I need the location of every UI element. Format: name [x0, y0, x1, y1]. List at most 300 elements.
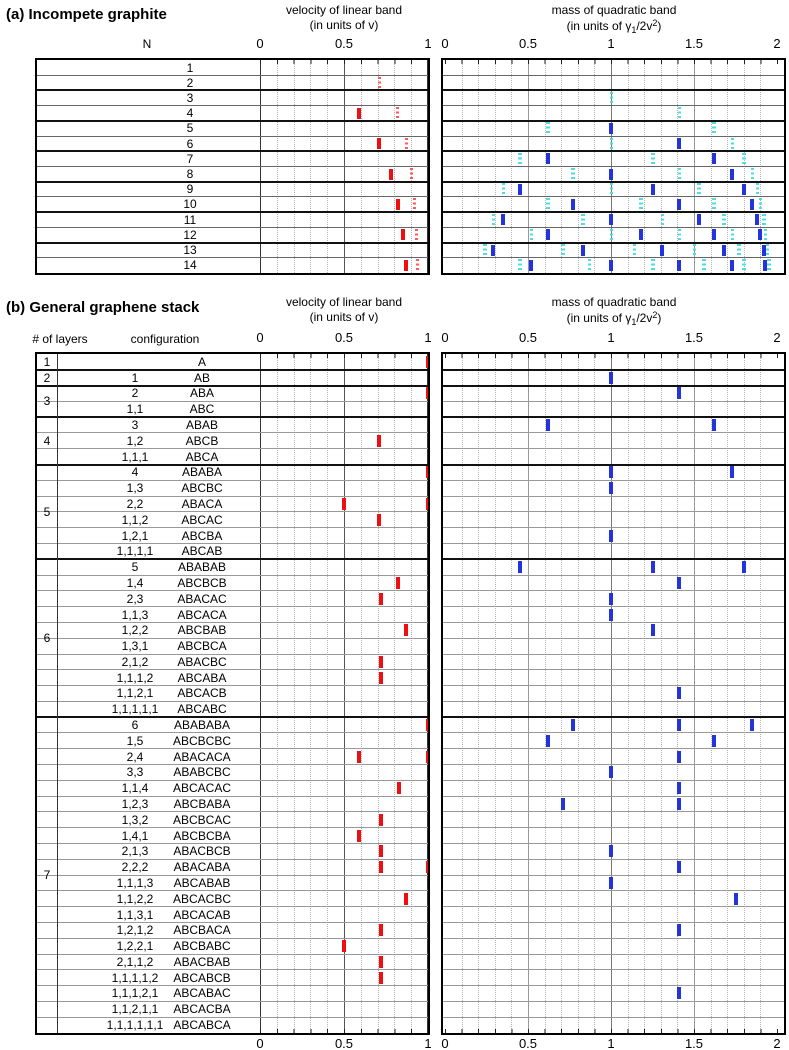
configuration-label: ABCABCB: [173, 970, 231, 985]
mass-mark-dashed: [633, 244, 637, 256]
configuration-label: ABABA: [181, 465, 223, 480]
row-separator: [443, 136, 784, 137]
configuration-label: ABCACBC: [172, 891, 231, 906]
mass-mark-dashed: [731, 229, 735, 241]
velocity-mark: [426, 719, 430, 731]
row-separator: [443, 543, 784, 544]
partition-label: 1,4: [126, 575, 144, 590]
row-separator: [443, 464, 784, 466]
configuration-label: AB: [193, 370, 210, 385]
row-separator: [443, 859, 784, 860]
axis-tick-label: 0.5: [334, 36, 354, 51]
mass-mark: [750, 719, 754, 731]
velocity-mark-dashed: [378, 77, 381, 89]
mass-mark: [697, 214, 701, 225]
partition-label: 1,1,1,3: [116, 875, 154, 890]
mass-mark: [755, 214, 759, 225]
mass-mark: [501, 214, 505, 225]
row-separator: [443, 432, 784, 433]
partition-label: 1,4,1: [121, 828, 149, 843]
mass-mark: [712, 735, 716, 747]
layers-group-label: 6: [43, 631, 51, 646]
panel-a-velocity-axis-subtitle: (in units of v): [309, 18, 379, 32]
configuration-label: ABCBCAC: [172, 812, 231, 827]
mass-mark: [758, 229, 762, 240]
partition-label: 2,4: [126, 749, 144, 764]
mass-mark: [677, 387, 681, 399]
mass-mark-dashed: [759, 198, 763, 210]
configuration-label: ABCBCB: [177, 575, 227, 590]
mass-mark-dashed: [492, 214, 496, 226]
configuration-label: ABCBAB: [177, 623, 227, 638]
partition-label: 1,2,1,2: [116, 923, 154, 938]
mass-mark-dashed: [712, 122, 716, 134]
configuration-label: ABCBC: [181, 481, 223, 496]
layers-group-label: 5: [43, 504, 51, 519]
axis-tick-label: 1: [607, 330, 615, 345]
row-separator: [443, 716, 784, 718]
row-separator: [443, 638, 784, 639]
partition-label: 1,1,1,1,2: [111, 970, 159, 985]
configuration-label: ABCABA: [177, 670, 227, 685]
mass-mark: [529, 260, 533, 271]
row-label-n: 5: [186, 121, 194, 136]
axis-tick-label: 1: [424, 330, 432, 345]
layers-group-label: 2: [43, 370, 51, 385]
configuration-label: ABACAC: [177, 591, 227, 606]
mass-mark: [677, 577, 681, 589]
partition-label: 3,3: [126, 765, 144, 780]
velocity-mark: [379, 972, 383, 984]
axis-tick-label: 0: [441, 1036, 449, 1050]
panel-b-config-header: configuration: [130, 332, 200, 346]
mass-mark: [712, 419, 716, 431]
velocity-mark: [342, 498, 346, 510]
partition-label: 1: [131, 370, 139, 385]
configuration-label: ABACBC: [177, 654, 227, 669]
minor-gridline: [744, 354, 745, 1033]
mass-mark: [609, 260, 613, 271]
mass-mark: [518, 184, 522, 195]
velocity-mark: [426, 466, 430, 478]
gamma-symbol: γ: [625, 19, 632, 33]
row-separator: [443, 369, 784, 371]
mass-mark-dashed: [502, 183, 506, 195]
mass-mark-dashed: [766, 244, 770, 256]
partition-label: 1,1,2,2: [116, 891, 154, 906]
mass-mark: [609, 766, 613, 778]
configuration-label: ABCBACA: [173, 923, 231, 938]
minor-gridline: [361, 354, 362, 1033]
partition-label: 1,2,3: [121, 797, 149, 811]
row-separator: [443, 622, 784, 623]
row-separator: [443, 257, 784, 258]
row-separator: [443, 181, 784, 183]
partition-label: 1,2,2,1: [116, 939, 154, 954]
partition-label: 1,1,2,1,1: [111, 1002, 159, 1017]
partition-label: 2: [131, 386, 139, 401]
velocity-mark-dashed: [410, 168, 413, 180]
axis-tick-strip: [445, 354, 778, 358]
mass-mark-dashed: [678, 229, 682, 241]
axis-tick-label: 0: [441, 330, 449, 345]
partition-label: 1,1: [126, 402, 144, 417]
mass-mark: [609, 877, 613, 889]
mass-mark-dashed: [651, 153, 655, 165]
velocity-mark: [426, 751, 430, 763]
configuration-label: ABACA: [181, 497, 223, 511]
configuration-label: ABABABA: [173, 718, 231, 733]
mass-mark-dashed: [702, 259, 706, 271]
row-separator: [443, 166, 784, 167]
configuration-label: ABACBCB: [173, 844, 231, 859]
panel-b-velocity-axis-title: velocity of linear band: [285, 295, 403, 309]
mass-mark-dashed: [661, 214, 665, 226]
gridline-v05: [344, 354, 345, 1033]
row-separator: [443, 780, 784, 781]
layers-group-label: 7: [43, 868, 51, 883]
minor-gridline: [310, 354, 311, 1033]
row-separator: [443, 811, 784, 812]
panel-b-velocity-axis-subtitle: (in units of v): [309, 310, 379, 324]
partition-label: 1,3,1: [121, 639, 149, 654]
mass-mark: [609, 214, 613, 225]
configuration-label: ABACACA: [173, 749, 231, 764]
mass-mark-dashed: [530, 229, 534, 241]
mass-mark: [609, 466, 613, 478]
mass-mark: [730, 169, 734, 180]
partition-label: 1,1,1,2,1: [111, 986, 159, 1001]
panel-a-velocity-axis-title: velocity of linear band: [285, 3, 403, 17]
partition-label: 1,2,1: [121, 528, 149, 543]
layers-group-label: 3: [43, 394, 51, 409]
velocity-mark: [426, 498, 430, 510]
row-separator: [443, 496, 784, 497]
row-separator: [443, 120, 784, 122]
minor-gridline: [511, 354, 512, 1033]
row-separator: [443, 527, 784, 528]
velocity-mark: [401, 229, 405, 240]
mass-mark: [581, 245, 585, 256]
velocity-mark: [377, 138, 381, 149]
partition-label: 1,5: [126, 733, 144, 748]
partition-label: 1,1,2: [121, 512, 149, 527]
axis-tick-label: 1.5: [684, 330, 704, 345]
mass-mark: [677, 751, 681, 763]
row-separator: [443, 606, 784, 607]
row-label-n: 12: [183, 227, 197, 242]
partition-label: 1,1,4: [121, 781, 149, 796]
configuration-label: ABA: [189, 386, 214, 401]
gridline-v1: [427, 354, 428, 1033]
mass-mark-dashed: [546, 122, 550, 134]
velocity-mark: [404, 624, 408, 636]
axis-tick-strip: [445, 1029, 778, 1033]
row-separator: [443, 748, 784, 749]
configuration-label: ABCBABC: [173, 939, 231, 954]
axis-tick-label: 0.5: [518, 36, 538, 51]
mass-mark-dashed: [518, 153, 522, 165]
velocity-chart-box: [35, 58, 430, 275]
configuration-label: ABCACAC: [172, 781, 231, 796]
velocity-mark: [357, 751, 361, 763]
mass-mark-dashed: [762, 214, 766, 226]
row-separator: [443, 448, 784, 449]
axis-tick-strip: [260, 1029, 429, 1033]
partition-label: 5: [131, 560, 139, 575]
axis-tick-label: 1: [424, 1036, 432, 1050]
mass-mark: [677, 861, 681, 873]
mass-mark: [750, 199, 754, 210]
row-label-n: 7: [186, 151, 194, 166]
mass-mark: [722, 245, 726, 256]
mass-mark: [712, 153, 716, 164]
mass-mark: [546, 153, 550, 164]
axis-tick-label: 2: [773, 330, 781, 345]
configuration-label: ABCBABA: [173, 797, 231, 811]
mass-mark-dashed: [651, 259, 655, 271]
mass-mark: [639, 229, 643, 240]
mass-mark: [677, 987, 681, 999]
mass-mark: [730, 260, 734, 271]
major-gridline: [611, 354, 612, 1033]
partition-label: 4: [131, 465, 139, 480]
configuration-label: ABCACB: [177, 686, 227, 701]
configuration-label: ABCACBA: [173, 1002, 231, 1017]
mass-mark-dashed: [722, 214, 726, 226]
row-separator: [443, 401, 784, 402]
mass-mark: [609, 845, 613, 857]
velocity-mark: [396, 577, 400, 589]
minor-gridline: [495, 354, 496, 1033]
row-label-n: 2: [186, 75, 194, 90]
configuration-label: ABCABC: [177, 702, 227, 717]
partition-label: 2,2,2: [121, 860, 149, 875]
mass-mark-dashed: [610, 183, 614, 195]
row-separator: [443, 416, 784, 418]
velocity-mark: [426, 387, 430, 399]
configuration-label: ABABCBC: [173, 765, 231, 780]
mass-mark: [734, 893, 738, 905]
row-separator: [443, 669, 784, 670]
minor-gridline: [727, 354, 728, 1033]
velocity-mark-dashed: [405, 138, 408, 150]
mass-chart-box: [441, 352, 786, 1035]
velocity-mark: [379, 656, 383, 668]
mass-mark: [677, 798, 681, 810]
partition-label: 2,1,3: [121, 844, 149, 859]
row-separator: [443, 105, 784, 106]
mass-mark-dashed: [639, 198, 643, 210]
row-separator: [443, 890, 784, 891]
configuration-label: ABABAB: [177, 560, 227, 575]
mass-mark-dashed: [764, 229, 768, 241]
minor-gridline: [628, 354, 629, 1033]
row-separator: [443, 985, 784, 986]
panel-a-mass-axis-subtitle: (in units of $\gamma_1/2v^2$): [566, 18, 662, 35]
axis-tick-label: 0.5: [518, 330, 538, 345]
mass-mark: [491, 245, 495, 256]
partition-label: 1,1,1,2: [116, 670, 154, 685]
row-separator: [443, 954, 784, 955]
row-separator: [443, 511, 784, 512]
row-label-n: 10: [183, 197, 197, 212]
partition-label: 1,2,2: [121, 623, 149, 638]
axis-tick-label: 0: [441, 36, 449, 51]
configuration-label: ABCAC: [181, 512, 223, 527]
velocity-chart-box: [35, 352, 430, 1035]
axis-tick-label: 1: [424, 36, 432, 51]
mass-mark: [546, 229, 550, 240]
minor-gridline: [760, 354, 761, 1033]
configuration-label: ABCBCBA: [173, 828, 231, 843]
velocity-mark: [377, 514, 381, 526]
mass-mark: [677, 260, 681, 271]
mass-mark: [651, 624, 655, 636]
major-gridline: [528, 354, 529, 1033]
minor-gridline: [644, 354, 645, 1033]
row-separator: [443, 875, 784, 876]
axis-tick-strip: [260, 354, 429, 358]
axis-tick-label: 1.5: [684, 1036, 704, 1050]
row-label-n: 14: [183, 258, 197, 273]
panel-b-mass-axis-subtitle: (in units of $\gamma_1/2v^2$): [566, 310, 662, 327]
panel-b-title: (b) General graphene stack: [6, 299, 200, 316]
axis-tick-strip: [445, 60, 778, 64]
panel-b-layers-header: # of layers: [32, 332, 88, 346]
mass-mark-dashed: [751, 168, 755, 180]
configuration-label: ABCABAC: [173, 986, 231, 1001]
mass-mark: [651, 561, 655, 573]
mass-mark-dashed: [561, 244, 565, 256]
mass-mark-dashed: [610, 138, 614, 150]
row-separator: [443, 732, 784, 733]
axis-tick-label: 0: [256, 330, 264, 345]
major-gridline: [694, 354, 695, 1033]
mass-mark: [651, 184, 655, 195]
layers-column-divider: [57, 354, 58, 1033]
mass-mark-dashed: [767, 259, 771, 271]
mass-mark: [609, 530, 613, 542]
row-separator: [443, 906, 784, 907]
mass-mark: [609, 482, 613, 494]
mass-mark: [571, 719, 575, 731]
axis-tick-label: 2: [773, 36, 781, 51]
velocity-mark: [426, 356, 430, 368]
panel-a-mass-axis-title: mass of quadratic band: [551, 3, 677, 17]
minor-gridline: [277, 354, 278, 1033]
mass-mark-dashed: [581, 214, 585, 226]
mass-mark-dashed: [518, 259, 522, 271]
row-separator: [443, 796, 784, 797]
configuration-label: ABCACA: [177, 607, 227, 622]
mass-mark: [609, 372, 613, 384]
mass-mark: [677, 687, 681, 699]
axis-tick-strip: [260, 60, 429, 64]
configuration-label: ABCBCBC: [172, 733, 231, 748]
mass-mark: [677, 924, 681, 936]
partition-label: 1,3: [126, 481, 144, 496]
velocity-mark: [379, 814, 383, 826]
minor-gridline: [411, 354, 412, 1033]
velocity-mark: [379, 672, 383, 684]
axis-tick-label: 0.5: [334, 330, 354, 345]
velocity-mark-dashed: [396, 107, 399, 119]
configuration-label: ABCACAB: [173, 907, 231, 922]
configuration-label: ABACABA: [173, 860, 231, 875]
velocity-mark: [389, 169, 393, 180]
minor-gridline: [327, 354, 328, 1033]
row-label-n: 9: [186, 182, 194, 197]
mass-mark-dashed: [678, 107, 682, 119]
configuration-label: ABCA: [185, 449, 219, 464]
row-separator: [443, 1017, 784, 1018]
minor-gridline: [294, 354, 295, 1033]
configuration-label: ABCBA: [181, 528, 223, 543]
row-label-n: 8: [186, 167, 194, 182]
velocity-mark-dashed: [415, 229, 418, 241]
velocity-mark: [357, 830, 361, 842]
velocity-mark: [342, 940, 346, 952]
partition-label: 1,1,2,1: [116, 686, 154, 701]
mass-mark-dashed: [742, 259, 746, 271]
row-separator: [443, 654, 784, 655]
partition-label: 1,1,1: [121, 449, 149, 464]
partition-label: 1,1,1,1,1,1: [106, 1018, 164, 1033]
axis-tick-label: 0: [256, 1036, 264, 1050]
minor-gridline: [545, 354, 546, 1033]
velocity-mark: [397, 782, 401, 794]
layers-group-label: 1: [43, 354, 51, 369]
velocity-mark: [404, 260, 408, 271]
axis-tick-label: 1: [607, 36, 615, 51]
row-label-n: 1: [186, 60, 194, 75]
mass-mark: [546, 419, 550, 431]
partition-label: 1,3,2: [121, 812, 149, 827]
velocity-mark: [379, 845, 383, 857]
axis-tick-label: 1.5: [684, 36, 704, 51]
partition-label: 1,2: [126, 433, 144, 448]
row-label-n: 13: [183, 243, 197, 258]
row-separator: [443, 827, 784, 828]
mass-mark: [609, 123, 613, 134]
mass-mark: [677, 719, 681, 731]
velocity-mark: [426, 861, 430, 873]
axis-tick-label: 0.5: [334, 1036, 354, 1050]
row-separator: [443, 685, 784, 686]
velocity-mark: [357, 108, 361, 119]
configuration-label: ABCB: [185, 433, 219, 448]
velocity-mark: [379, 924, 383, 936]
configuration-label: ABCABCA: [173, 1018, 231, 1033]
mass-mark: [730, 466, 734, 478]
mass-mark-dashed: [610, 229, 614, 241]
mass-mark: [571, 199, 575, 210]
mass-mark-dashed: [693, 244, 697, 256]
mass-mark-dashed: [546, 198, 550, 210]
panel-a-row-header: N: [142, 37, 152, 51]
row-separator: [443, 558, 784, 560]
mass-mark: [677, 138, 681, 149]
velocity-mark: [396, 199, 400, 210]
mass-mark: [609, 609, 613, 621]
row-separator: [443, 150, 784, 152]
minor-gridline: [578, 354, 579, 1033]
mass-mark: [742, 184, 746, 195]
velocity-mark: [404, 893, 408, 905]
minor-gridline: [478, 354, 479, 1033]
mass-mark: [712, 229, 716, 240]
